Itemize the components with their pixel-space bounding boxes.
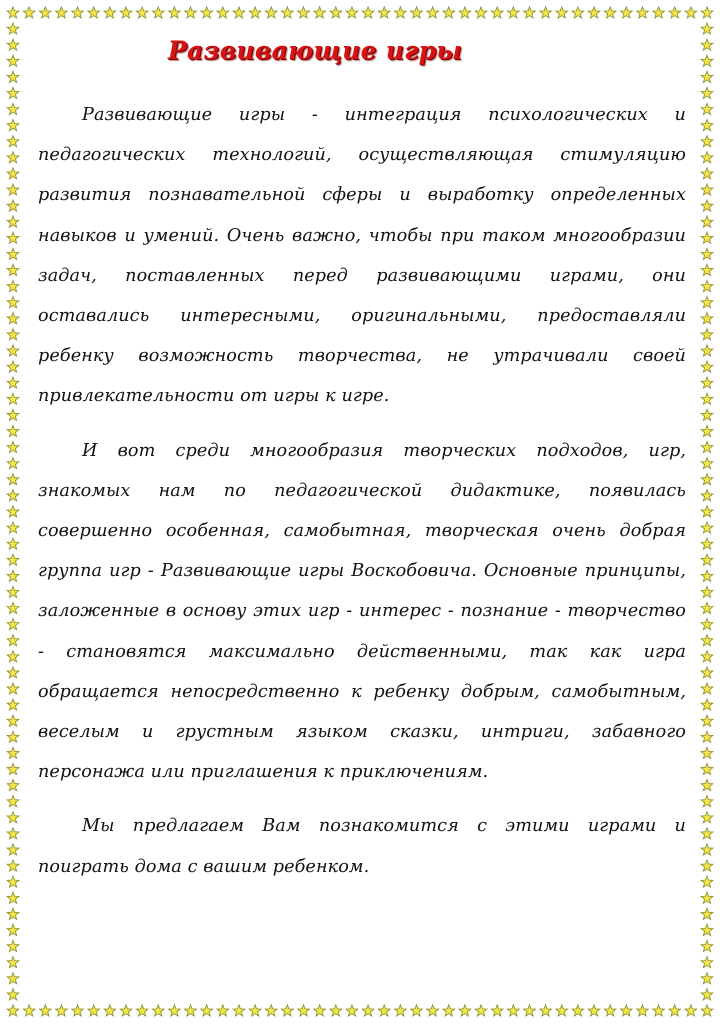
border-star-icon	[7, 828, 19, 839]
border-star-icon	[556, 7, 568, 18]
border-star-icon	[524, 7, 536, 18]
border-star-icon	[701, 232, 713, 243]
border-star-icon	[7, 586, 19, 597]
border-star-icon	[701, 23, 713, 34]
border-star-icon	[233, 7, 245, 18]
border-star-icon	[701, 136, 713, 147]
border-star-icon	[56, 1005, 68, 1016]
border-star-icon	[701, 168, 713, 179]
border-star-icon	[39, 1005, 51, 1016]
border-star-icon	[427, 1005, 439, 1016]
border-star-icon	[701, 393, 713, 404]
border-star-icon	[7, 377, 19, 388]
paragraph-invitation: Мы предлагаем Вам познакомится с этими играми и поиграть дома с вашим ребенком.	[38, 816, 686, 877]
border-star-icon	[201, 7, 213, 18]
paragraph-intro: Развивающие игры - интеграция психологических и педагогических технологий, осуществляющая стимуляцию развития познавательной сферы и выработку определенных навыков и умений. Очень важно, чтобы при таком многообразии задач, поставленных перед развивающими играми, они оставались интересными, оригинальными, предоставляли ребенку возможность творчества, не утрачивали своей привлекательности от игры к игре.	[38, 105, 686, 407]
border-star-icon	[604, 1005, 616, 1016]
border-star-icon	[701, 361, 713, 372]
border-star-icon	[7, 345, 19, 356]
border-star-icon	[491, 7, 503, 18]
border-star-icon	[7, 892, 19, 903]
border-star-icon	[104, 1005, 116, 1016]
border-star-icon	[378, 7, 390, 18]
border-star-icon	[249, 1005, 261, 1016]
border-star-icon	[701, 506, 713, 517]
border-star-icon	[7, 361, 19, 372]
border-star-icon	[701, 973, 713, 984]
border-star-icon	[169, 7, 181, 18]
border-star-icon	[701, 409, 713, 420]
border-star-icon	[637, 7, 649, 18]
border-star-icon	[701, 779, 713, 790]
border-star-icon	[701, 699, 713, 710]
border-star-icon	[701, 103, 713, 114]
border-star-icon	[459, 1005, 471, 1016]
border-star-icon	[7, 264, 19, 275]
border-star-icon	[281, 7, 293, 18]
border-star-icon	[701, 924, 713, 935]
border-star-icon	[701, 248, 713, 259]
border-star-icon	[314, 1005, 326, 1016]
border-star-icon	[185, 7, 197, 18]
border-star-icon	[701, 731, 713, 742]
border-star-icon	[701, 957, 713, 968]
border-star-icon	[701, 184, 713, 195]
border-star-icon	[701, 554, 713, 565]
border-star-icon	[7, 812, 19, 823]
border-star-icon	[588, 1005, 600, 1016]
border-star-icon	[701, 280, 713, 291]
border-star-icon	[265, 7, 277, 18]
border-star-icon	[701, 651, 713, 662]
border-star-icon	[653, 7, 665, 18]
border-star-icon	[7, 474, 19, 485]
border-star-icon	[120, 1005, 132, 1016]
border-star-icon	[7, 136, 19, 147]
border-star-icon	[7, 651, 19, 662]
border-star-icon	[701, 345, 713, 356]
border-star-icon	[637, 1005, 649, 1016]
border-star-icon	[7, 667, 19, 678]
border-star-icon	[411, 7, 423, 18]
border-star-icon	[701, 683, 713, 694]
border-star-icon	[524, 1005, 536, 1016]
border-star-icon	[701, 216, 713, 227]
border-star-icon	[88, 1005, 100, 1016]
border-star-icon	[701, 940, 713, 951]
border-star-icon	[7, 297, 19, 308]
border-star-icon	[217, 1005, 229, 1016]
border-star-icon	[701, 844, 713, 855]
border-star-icon	[701, 425, 713, 436]
border-star-icon	[701, 329, 713, 340]
border-star-icon	[411, 1005, 423, 1016]
border-star-icon	[540, 7, 552, 18]
border-star-icon	[394, 1005, 406, 1016]
border-star-icon	[701, 618, 713, 629]
border-star-icon	[298, 1005, 310, 1016]
border-star-icon	[427, 7, 439, 18]
border-star-icon	[7, 860, 19, 871]
border-star-icon	[7, 409, 19, 420]
border-star-icon	[701, 763, 713, 774]
border-star-icon	[7, 1005, 19, 1016]
border-star-icon	[701, 635, 713, 646]
border-star-icon	[7, 731, 19, 742]
border-star-icon	[7, 184, 19, 195]
border-star-icon	[620, 1005, 632, 1016]
border-star-icon	[281, 1005, 293, 1016]
border-star-icon	[701, 908, 713, 919]
border-star-icon	[475, 1005, 487, 1016]
border-star-icon	[701, 152, 713, 163]
border-star-icon	[701, 39, 713, 50]
border-star-icon	[7, 393, 19, 404]
border-star-icon	[152, 7, 164, 18]
border-star-icon	[7, 232, 19, 243]
border-star-icon	[298, 7, 310, 18]
border-star-icon	[7, 7, 19, 18]
border-star-icon	[7, 458, 19, 469]
border-star-icon	[701, 747, 713, 758]
border-star-icon	[72, 7, 84, 18]
border-star-icon	[7, 280, 19, 291]
border-star-icon	[23, 1005, 35, 1016]
border-star-icon	[217, 7, 229, 18]
border-star-icon	[7, 924, 19, 935]
border-star-icon	[556, 1005, 568, 1016]
border-star-icon	[7, 103, 19, 114]
border-star-icon	[7, 152, 19, 163]
paragraph-voskobovich: И вот среди многообразия творческих подходов, игр, знакомых нам по педагогической дидактике, появилась совершенно особенная, самобытная, творческая очень добрая группа игр - Развивающие игры Воскобовича. Основные принципы, заложенные в основу этих игр - интерес - познание - творчество - становятся максимально действенными, так как игра обращается непосредственно к ребенку добрым, самобытным, веселым и грустным языком сказки, интриги, забавного персонажа или приглашения к приключениям.	[38, 440, 686, 783]
border-star-icon	[7, 313, 19, 324]
border-star-icon	[7, 119, 19, 130]
border-star-icon	[330, 7, 342, 18]
border-star-icon	[701, 715, 713, 726]
border-star-icon	[701, 297, 713, 308]
border-star-icon	[7, 216, 19, 227]
border-star-icon	[7, 779, 19, 790]
border-star-icon	[314, 7, 326, 18]
border-star-icon	[7, 506, 19, 517]
border-star-icon	[346, 1005, 358, 1016]
border-star-icon	[701, 892, 713, 903]
border-star-icon	[104, 7, 116, 18]
document-body	[38, 95, 686, 887]
border-star-icon	[685, 7, 697, 18]
border-star-icon	[7, 683, 19, 694]
border-star-icon	[7, 522, 19, 533]
border-star-icon	[491, 1005, 503, 1016]
border-star-icon	[701, 667, 713, 678]
border-star-icon	[378, 1005, 390, 1016]
border-star-icon	[7, 441, 19, 452]
border-star-icon	[701, 1005, 713, 1016]
border-star-icon	[701, 796, 713, 807]
border-star-icon	[249, 7, 261, 18]
border-star-icon	[56, 7, 68, 18]
border-star-icon	[7, 715, 19, 726]
border-star-icon	[7, 618, 19, 629]
border-star-icon	[7, 699, 19, 710]
border-star-icon	[701, 441, 713, 452]
border-star-icon	[701, 264, 713, 275]
border-star-icon	[120, 7, 132, 18]
border-star-icon	[7, 490, 19, 501]
border-star-icon	[443, 7, 455, 18]
border-star-icon	[701, 313, 713, 324]
border-star-icon	[185, 1005, 197, 1016]
border-star-icon	[701, 860, 713, 871]
border-star-icon	[701, 570, 713, 581]
border-star-icon	[39, 7, 51, 18]
border-star-icon	[152, 1005, 164, 1016]
border-star-icon	[88, 7, 100, 18]
border-star-icon	[394, 7, 406, 18]
border-star-icon	[7, 168, 19, 179]
border-star-icon	[701, 474, 713, 485]
border-star-icon	[540, 1005, 552, 1016]
border-star-icon	[588, 7, 600, 18]
border-star-icon	[169, 1005, 181, 1016]
border-star-icon	[7, 425, 19, 436]
border-star-icon	[620, 7, 632, 18]
border-star-icon	[507, 7, 519, 18]
border-star-icon	[7, 87, 19, 98]
border-star-icon	[7, 957, 19, 968]
border-star-icon	[136, 1005, 148, 1016]
border-star-icon	[701, 538, 713, 549]
border-star-icon	[330, 1005, 342, 1016]
border-star-icon	[7, 989, 19, 1000]
border-star-icon	[701, 55, 713, 66]
border-star-icon	[701, 200, 713, 211]
border-star-icon	[362, 7, 374, 18]
border-star-icon	[701, 377, 713, 388]
border-star-icon	[701, 522, 713, 533]
border-star-icon	[7, 940, 19, 951]
border-star-icon	[701, 87, 713, 98]
border-star-icon	[701, 586, 713, 597]
border-star-icon	[701, 490, 713, 501]
border-star-icon	[136, 7, 148, 18]
border-star-icon	[701, 7, 713, 18]
border-star-icon	[669, 1005, 681, 1016]
border-star-icon	[701, 828, 713, 839]
border-star-icon	[701, 119, 713, 130]
document-title: Развивающие игры	[167, 36, 463, 65]
border-star-icon	[7, 602, 19, 613]
border-star-icon	[7, 538, 19, 549]
border-star-icon	[346, 7, 358, 18]
border-star-icon	[701, 458, 713, 469]
border-star-icon	[701, 876, 713, 887]
border-star-icon	[7, 973, 19, 984]
border-star-icon	[701, 602, 713, 613]
border-star-icon	[7, 200, 19, 211]
border-star-icon	[7, 763, 19, 774]
border-star-icon	[669, 7, 681, 18]
border-star-icon	[7, 248, 19, 259]
border-star-icon	[701, 812, 713, 823]
border-star-icon	[7, 796, 19, 807]
border-star-icon	[7, 23, 19, 34]
border-star-icon	[265, 1005, 277, 1016]
border-star-icon	[604, 7, 616, 18]
border-star-icon	[475, 7, 487, 18]
border-star-icon	[7, 570, 19, 581]
border-star-icon	[233, 1005, 245, 1016]
border-star-icon	[443, 1005, 455, 1016]
border-star-icon	[7, 71, 19, 82]
border-star-icon	[7, 554, 19, 565]
border-star-icon	[7, 844, 19, 855]
border-star-icon	[7, 635, 19, 646]
border-star-icon	[653, 1005, 665, 1016]
border-star-icon	[507, 1005, 519, 1016]
border-star-icon	[362, 1005, 374, 1016]
border-star-icon	[685, 1005, 697, 1016]
border-star-icon	[459, 7, 471, 18]
border-star-icon	[701, 71, 713, 82]
border-star-icon	[7, 329, 19, 340]
border-star-icon	[7, 876, 19, 887]
border-star-icon	[201, 1005, 213, 1016]
border-star-icon	[7, 747, 19, 758]
border-star-icon	[23, 7, 35, 18]
border-star-icon	[572, 7, 584, 18]
border-star-icon	[72, 1005, 84, 1016]
border-star-icon	[572, 1005, 584, 1016]
border-star-icon	[701, 989, 713, 1000]
border-star-icon	[7, 908, 19, 919]
